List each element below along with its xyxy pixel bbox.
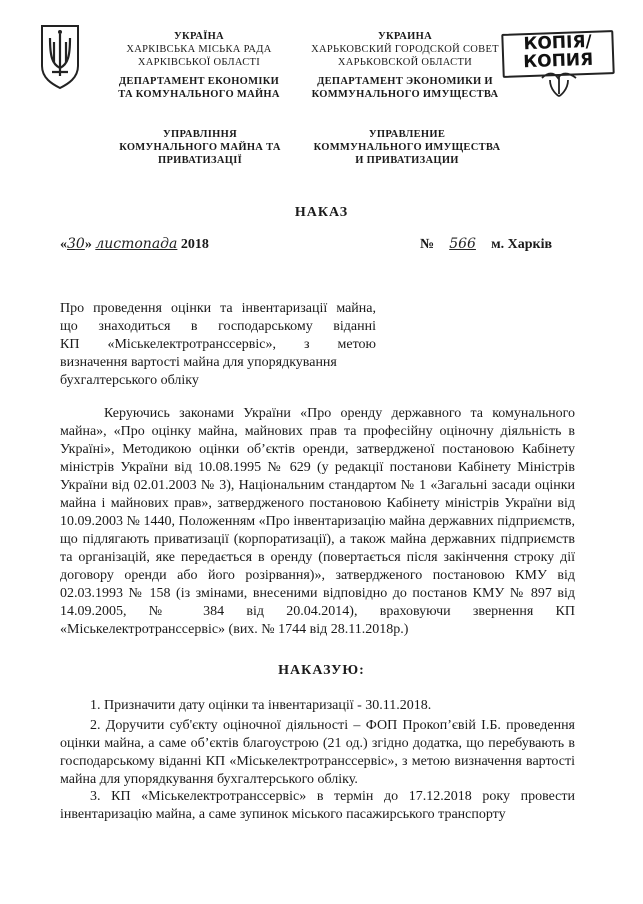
date-close-quote: » bbox=[84, 237, 92, 252]
department-ua-line1: ДЕПАРТАМЕНТ ЕКОНОМІКИ bbox=[118, 76, 280, 87]
region-ru: ХАРЬКОВСКОЙ ОБЛАСТИ bbox=[337, 57, 473, 68]
subject-line: КП «Міськелектротранссервіс», з метою bbox=[60, 337, 376, 352]
number-value: 566 bbox=[449, 236, 476, 252]
country-ua: УКРАЇНА bbox=[174, 31, 224, 42]
department-ru-line2: КОММУНАЛЬНОГО ИМУЩЕСТВА bbox=[311, 89, 499, 100]
subject-line: визначення вартості майна для упорядкування bbox=[60, 355, 337, 370]
coat-of-arms-icon bbox=[38, 22, 82, 92]
decree-item-2: 2. Доручити суб'єкту оціночної діяльності – ФОП Прокоп’євій І.Б. проведення оцінки майна, а саме об’єктів благоустрою (21 од.) згідно додатка, що перебувають в господарському віданні КП «Міськелектротранссервіс», з метою визначення вартості майна для упорядкування бухгалтерського обліку. bbox=[60, 718, 575, 787]
order-subject bbox=[60, 300, 376, 390]
region-ua: ХАРКІВСЬКОЇ ОБЛАСТІ bbox=[137, 57, 261, 68]
letterhead-right bbox=[300, 30, 510, 101]
department-ru-line1: ДЕПАРТАМЕНТ ЭКОНОМИКИ И bbox=[317, 76, 493, 87]
decree-item-3: 3. КП «Міськелектротранссервіс» в термін до 17.12.2018 року провести інвентаризацію майна, а саме зупинок міського пасажирського транспорту bbox=[60, 789, 575, 822]
decree-title: НАКАЗУЮ: bbox=[278, 663, 365, 678]
date-month: листопада bbox=[95, 236, 178, 252]
emblem-icon bbox=[534, 70, 584, 100]
order-title: НАКАЗ bbox=[294, 205, 349, 220]
decree-item-1: 1. Призначити дату оцінки та інвентаризації - 30.11.2018. bbox=[90, 698, 432, 713]
stamp-line-1: КОПІЯ/ bbox=[523, 31, 593, 55]
order-number bbox=[420, 236, 552, 253]
office-ua-line1: УПРАВЛІННЯ bbox=[163, 129, 237, 140]
subject-line: що знаходиться в господарському віданні bbox=[60, 319, 376, 334]
stamp-line-2: КОПИЯ bbox=[522, 49, 594, 73]
order-date bbox=[60, 236, 209, 253]
council-ru: ХАРЬКОВСКИЙ ГОРОДСКОЙ СОВЕТ bbox=[311, 44, 499, 55]
date-open-quote: « bbox=[60, 237, 67, 252]
office-ua-line2: КОМУНАЛЬНОГО МАЙНА ТА bbox=[119, 142, 281, 153]
office-ua-line3: ПРИВАТИЗАЦІЇ bbox=[158, 155, 242, 166]
preamble-paragraph: Керуючись законами України «Про оренду державного та комунального майна», «Про оцінку майна, майнових прав та професійну оціночну діяльність в Україні», Методикою оцінки об’єктів оренди, затвердженої постановою Кабінету міністрів України від 10.08.1995 № 629 (у редакції постанови Кабінету Міністрів України від 02.01.2003 № 3), Національним стандартом № 1 «Загальні засади оцінки майна і майнових прав», затвердженого постановою Кабінету міністрів України від 10.09.2003 № 1440, Положенням «Про інвентаризацію майна державних підприємств, що підлягають приватизації (корпоратизації), а також майна державних підприємств та організацій, яке передається в оренду (повертається після закінчення строку дії договору оренди або його розірвання)», затвердженого постановою КМУ від 02.03.1993 № 158 (із змінами, внесеними відповідно до постанов КМУ № 897 від 14.09.2005, № 384 від 20.04.2014), враховуючи звернення КП «Міськелектротранссервіс» (вих. № 1744 від 28.11.2018р.) bbox=[60, 406, 575, 637]
subject-line: Про проведення оцінки та інвентаризації майна, bbox=[60, 301, 376, 316]
letterhead-left bbox=[104, 30, 294, 101]
office-ru-line2: КОММУНАЛЬНОГО ИМУЩЕСТВА bbox=[313, 142, 501, 153]
office-ru-line3: И ПРИВАТИЗАЦИИ bbox=[355, 155, 459, 166]
place: м. Харків bbox=[491, 237, 553, 252]
office-left bbox=[100, 128, 300, 167]
office-right bbox=[302, 128, 512, 167]
office-ru-line1: УПРАВЛЕНИЕ bbox=[368, 129, 446, 140]
country-ru: УКРАИНА bbox=[378, 31, 432, 42]
department-ua-line2: ТА КОМУНАЛЬНОГО МАЙНА bbox=[118, 89, 280, 100]
number-prefix: № bbox=[420, 237, 435, 252]
council-ua: ХАРКІВСЬКА МІСЬКА РАДА bbox=[126, 44, 272, 55]
subject-line: бухгалтерського обліку bbox=[60, 373, 199, 388]
date-day: 30 bbox=[67, 236, 85, 252]
date-year: 2018 bbox=[180, 237, 209, 252]
